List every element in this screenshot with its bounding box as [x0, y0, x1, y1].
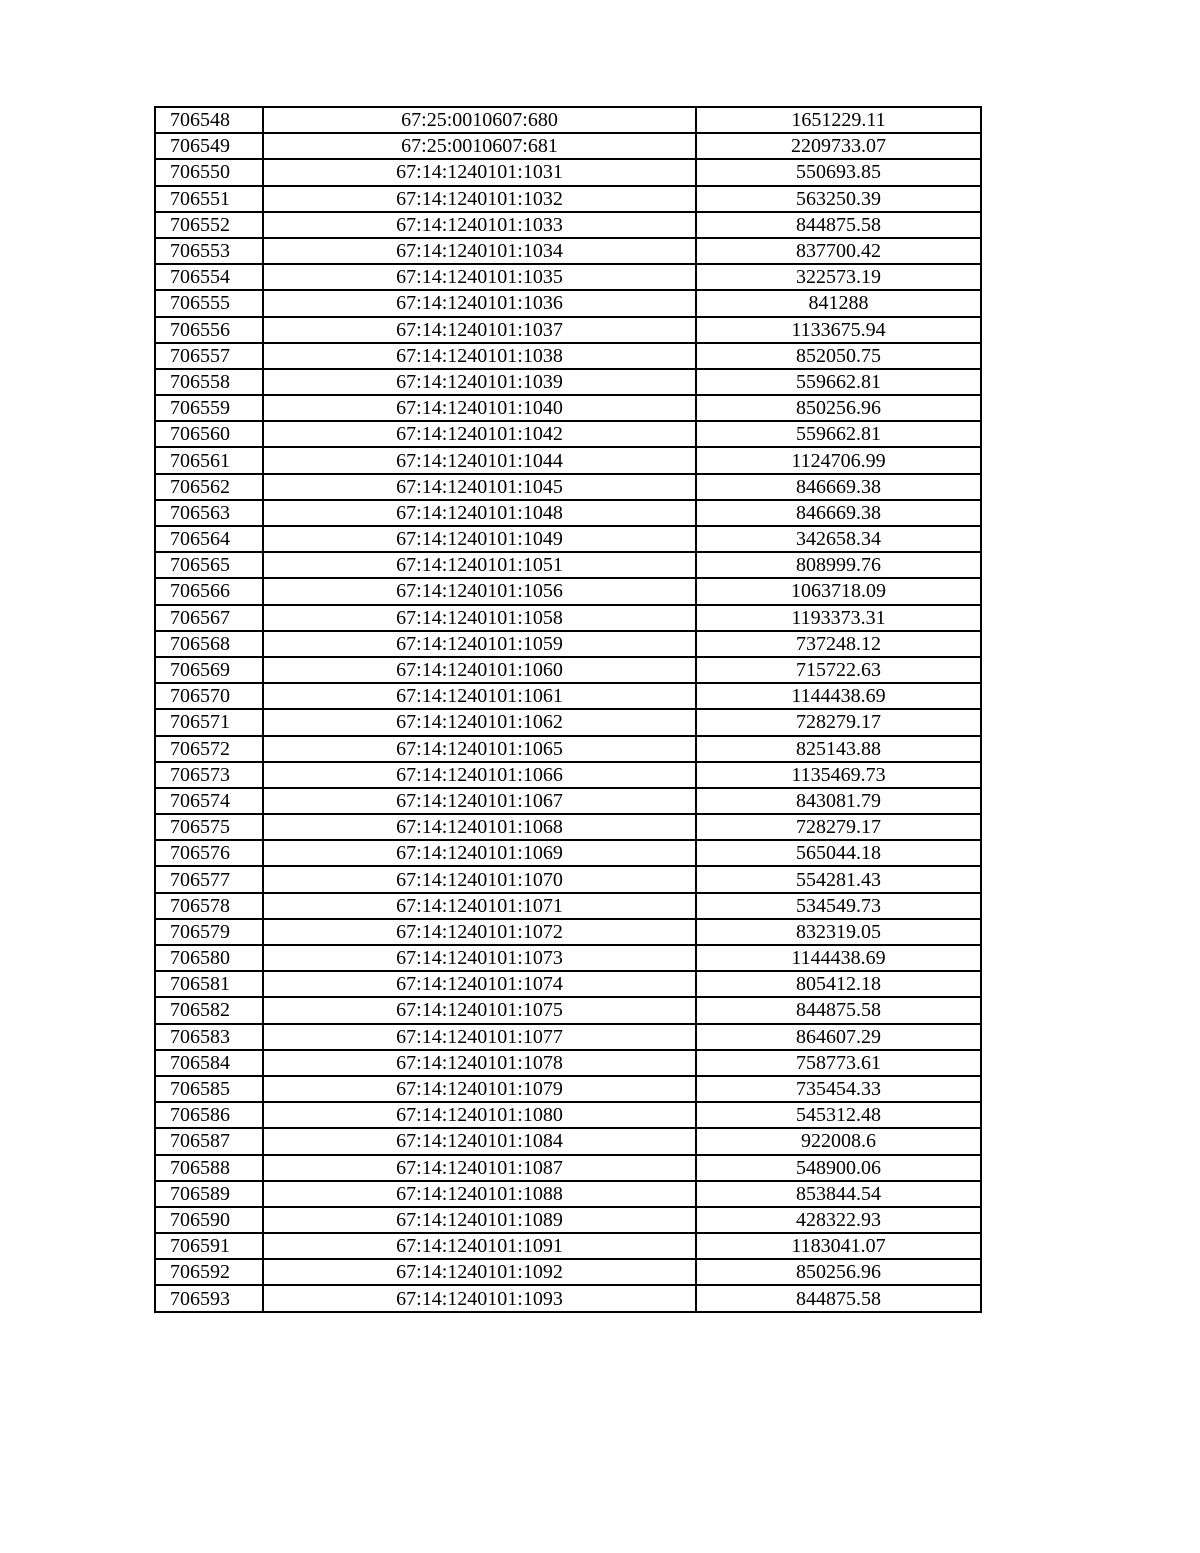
row-id-cell: 706592	[155, 1259, 263, 1285]
cadastral-number-cell: 67:14:1240101:1091	[263, 1233, 696, 1259]
cadastral-number-cell: 67:14:1240101:1060	[263, 657, 696, 683]
value-cell: 728279.17	[696, 709, 981, 735]
table-row	[155, 317, 981, 343]
table-body	[155, 107, 981, 1312]
value-cell: 1183041.07	[696, 1233, 981, 1259]
table-row	[155, 369, 981, 395]
row-id-cell: 706555	[155, 290, 263, 316]
cadastral-number-cell: 67:14:1240101:1042	[263, 421, 696, 447]
row-id-cell: 706588	[155, 1155, 263, 1181]
value-cell: 550693.85	[696, 159, 981, 185]
table-row	[155, 1259, 981, 1285]
cadastral-number-cell: 67:14:1240101:1044	[263, 447, 696, 473]
cadastral-number-cell: 67:14:1240101:1077	[263, 1024, 696, 1050]
table-row	[155, 578, 981, 604]
table-row	[155, 238, 981, 264]
cadastral-number-cell: 67:25:0010607:681	[263, 133, 696, 159]
cadastral-number-cell: 67:14:1240101:1056	[263, 578, 696, 604]
cadastral-number-cell: 67:14:1240101:1039	[263, 369, 696, 395]
cadastral-number-cell: 67:25:0010607:680	[263, 107, 696, 133]
value-cell: 1193373.31	[696, 605, 981, 631]
cadastral-number-cell: 67:14:1240101:1037	[263, 317, 696, 343]
value-cell: 1135469.73	[696, 762, 981, 788]
value-cell: 805412.18	[696, 971, 981, 997]
table-row	[155, 1050, 981, 1076]
table-row	[155, 1128, 981, 1154]
value-cell: 846669.38	[696, 474, 981, 500]
value-cell: 545312.48	[696, 1102, 981, 1128]
table-row	[155, 709, 981, 735]
cadastral-number-cell: 67:14:1240101:1059	[263, 631, 696, 657]
cadastral-number-cell: 67:14:1240101:1069	[263, 840, 696, 866]
table-row	[155, 1181, 981, 1207]
table-row	[155, 421, 981, 447]
cadastral-number-cell: 67:14:1240101:1093	[263, 1285, 696, 1311]
row-id-cell: 706576	[155, 840, 263, 866]
row-id-cell: 706558	[155, 369, 263, 395]
value-cell: 853844.54	[696, 1181, 981, 1207]
table-row	[155, 657, 981, 683]
table-row	[155, 159, 981, 185]
row-id-cell: 706585	[155, 1076, 263, 1102]
table-row	[155, 683, 981, 709]
table-row	[155, 447, 981, 473]
row-id-cell: 706560	[155, 421, 263, 447]
table-row	[155, 500, 981, 526]
value-cell: 548900.06	[696, 1155, 981, 1181]
table-row	[155, 186, 981, 212]
table-row	[155, 474, 981, 500]
value-cell: 2209733.07	[696, 133, 981, 159]
cadastral-number-cell: 67:14:1240101:1075	[263, 997, 696, 1023]
value-cell: 342658.34	[696, 526, 981, 552]
table-row	[155, 395, 981, 421]
row-id-cell: 706577	[155, 866, 263, 892]
value-cell: 735454.33	[696, 1076, 981, 1102]
cadastral-number-cell: 67:14:1240101:1038	[263, 343, 696, 369]
row-id-cell: 706554	[155, 264, 263, 290]
value-cell: 808999.76	[696, 552, 981, 578]
table-row	[155, 605, 981, 631]
value-cell: 841288	[696, 290, 981, 316]
value-cell: 844875.58	[696, 1285, 981, 1311]
value-cell: 534549.73	[696, 893, 981, 919]
table-row	[155, 1285, 981, 1311]
row-id-cell: 706587	[155, 1128, 263, 1154]
row-id-cell: 706590	[155, 1207, 263, 1233]
value-cell: 1144438.69	[696, 683, 981, 709]
row-id-cell: 706575	[155, 814, 263, 840]
row-id-cell: 706580	[155, 945, 263, 971]
cadastral-number-cell: 67:14:1240101:1040	[263, 395, 696, 421]
row-id-cell: 706574	[155, 788, 263, 814]
row-id-cell: 706578	[155, 893, 263, 919]
row-id-cell: 706569	[155, 657, 263, 683]
row-id-cell: 706579	[155, 919, 263, 945]
value-cell: 1063718.09	[696, 578, 981, 604]
value-cell: 1651229.11	[696, 107, 981, 133]
cadastral-number-cell: 67:14:1240101:1065	[263, 736, 696, 762]
cadastral-number-cell: 67:14:1240101:1080	[263, 1102, 696, 1128]
row-id-cell: 706556	[155, 317, 263, 343]
cadastral-number-cell: 67:14:1240101:1071	[263, 893, 696, 919]
value-cell: 843081.79	[696, 788, 981, 814]
row-id-cell: 706548	[155, 107, 263, 133]
row-id-cell: 706572	[155, 736, 263, 762]
value-cell: 428322.93	[696, 1207, 981, 1233]
table-row	[155, 919, 981, 945]
value-cell: 837700.42	[696, 238, 981, 264]
value-cell: 728279.17	[696, 814, 981, 840]
value-cell: 825143.88	[696, 736, 981, 762]
table-row	[155, 814, 981, 840]
cadastral-number-cell: 67:14:1240101:1067	[263, 788, 696, 814]
row-id-cell: 706584	[155, 1050, 263, 1076]
row-id-cell: 706589	[155, 1181, 263, 1207]
table-row	[155, 212, 981, 238]
cadastral-number-cell: 67:14:1240101:1051	[263, 552, 696, 578]
value-cell: 559662.81	[696, 369, 981, 395]
row-id-cell: 706568	[155, 631, 263, 657]
value-cell: 844875.58	[696, 212, 981, 238]
table-row	[155, 945, 981, 971]
cadastral-number-cell: 67:14:1240101:1078	[263, 1050, 696, 1076]
table-row	[155, 552, 981, 578]
table-row	[155, 133, 981, 159]
row-id-cell: 706559	[155, 395, 263, 421]
table-row	[155, 840, 981, 866]
cadastral-number-cell: 67:14:1240101:1034	[263, 238, 696, 264]
row-id-cell: 706550	[155, 159, 263, 185]
value-cell: 559662.81	[696, 421, 981, 447]
value-cell: 844875.58	[696, 997, 981, 1023]
row-id-cell: 706553	[155, 238, 263, 264]
row-id-cell: 706565	[155, 552, 263, 578]
value-cell: 922008.6	[696, 1128, 981, 1154]
cadastral-number-cell: 67:14:1240101:1088	[263, 1181, 696, 1207]
value-cell: 850256.96	[696, 395, 981, 421]
row-id-cell: 706561	[155, 447, 263, 473]
value-cell: 850256.96	[696, 1259, 981, 1285]
row-id-cell: 706581	[155, 971, 263, 997]
cadastral-number-cell: 67:14:1240101:1079	[263, 1076, 696, 1102]
value-cell: 1144438.69	[696, 945, 981, 971]
table-row	[155, 893, 981, 919]
table-row	[155, 1233, 981, 1259]
cadastral-number-cell: 67:14:1240101:1073	[263, 945, 696, 971]
table-row	[155, 107, 981, 133]
table-row	[155, 1102, 981, 1128]
value-cell: 737248.12	[696, 631, 981, 657]
row-id-cell: 706582	[155, 997, 263, 1023]
cadastral-number-cell: 67:14:1240101:1062	[263, 709, 696, 735]
table-row	[155, 736, 981, 762]
data-table	[154, 106, 982, 1313]
row-id-cell: 706583	[155, 1024, 263, 1050]
row-id-cell: 706586	[155, 1102, 263, 1128]
value-cell: 554281.43	[696, 866, 981, 892]
cadastral-number-cell: 67:14:1240101:1087	[263, 1155, 696, 1181]
value-cell: 565044.18	[696, 840, 981, 866]
cadastral-number-cell: 67:14:1240101:1036	[263, 290, 696, 316]
row-id-cell: 706566	[155, 578, 263, 604]
value-cell: 322573.19	[696, 264, 981, 290]
table-row	[155, 762, 981, 788]
value-cell: 864607.29	[696, 1024, 981, 1050]
value-cell: 563250.39	[696, 186, 981, 212]
value-cell: 846669.38	[696, 500, 981, 526]
row-id-cell: 706564	[155, 526, 263, 552]
cadastral-number-cell: 67:14:1240101:1070	[263, 866, 696, 892]
cadastral-number-cell: 67:14:1240101:1032	[263, 186, 696, 212]
table-row	[155, 1076, 981, 1102]
cadastral-number-cell: 67:14:1240101:1092	[263, 1259, 696, 1285]
row-id-cell: 706567	[155, 605, 263, 631]
row-id-cell: 706593	[155, 1285, 263, 1311]
cadastral-number-cell: 67:14:1240101:1058	[263, 605, 696, 631]
cadastral-number-cell: 67:14:1240101:1074	[263, 971, 696, 997]
row-id-cell: 706591	[155, 1233, 263, 1259]
row-id-cell: 706557	[155, 343, 263, 369]
table-row	[155, 1207, 981, 1233]
value-cell: 832319.05	[696, 919, 981, 945]
cadastral-number-cell: 67:14:1240101:1068	[263, 814, 696, 840]
table-row	[155, 788, 981, 814]
row-id-cell: 706549	[155, 133, 263, 159]
row-id-cell: 706573	[155, 762, 263, 788]
row-id-cell: 706551	[155, 186, 263, 212]
table-row	[155, 971, 981, 997]
table-row	[155, 343, 981, 369]
cadastral-number-cell: 67:14:1240101:1084	[263, 1128, 696, 1154]
table-row	[155, 1024, 981, 1050]
cadastral-number-cell: 67:14:1240101:1066	[263, 762, 696, 788]
table-row	[155, 997, 981, 1023]
value-cell: 1124706.99	[696, 447, 981, 473]
value-cell: 1133675.94	[696, 317, 981, 343]
cadastral-number-cell: 67:14:1240101:1035	[263, 264, 696, 290]
value-cell: 758773.61	[696, 1050, 981, 1076]
table-row	[155, 631, 981, 657]
table-row	[155, 264, 981, 290]
cadastral-number-cell: 67:14:1240101:1045	[263, 474, 696, 500]
value-cell: 852050.75	[696, 343, 981, 369]
table-row	[155, 1155, 981, 1181]
cadastral-number-cell: 67:14:1240101:1033	[263, 212, 696, 238]
table-row	[155, 866, 981, 892]
cadastral-number-cell: 67:14:1240101:1049	[263, 526, 696, 552]
cadastral-number-cell: 67:14:1240101:1072	[263, 919, 696, 945]
cadastral-number-cell: 67:14:1240101:1089	[263, 1207, 696, 1233]
row-id-cell: 706570	[155, 683, 263, 709]
value-cell: 715722.63	[696, 657, 981, 683]
row-id-cell: 706571	[155, 709, 263, 735]
row-id-cell: 706563	[155, 500, 263, 526]
cadastral-number-cell: 67:14:1240101:1031	[263, 159, 696, 185]
cadastral-number-cell: 67:14:1240101:1048	[263, 500, 696, 526]
cadastral-number-cell: 67:14:1240101:1061	[263, 683, 696, 709]
table-row	[155, 290, 981, 316]
row-id-cell: 706552	[155, 212, 263, 238]
row-id-cell: 706562	[155, 474, 263, 500]
table-row	[155, 526, 981, 552]
